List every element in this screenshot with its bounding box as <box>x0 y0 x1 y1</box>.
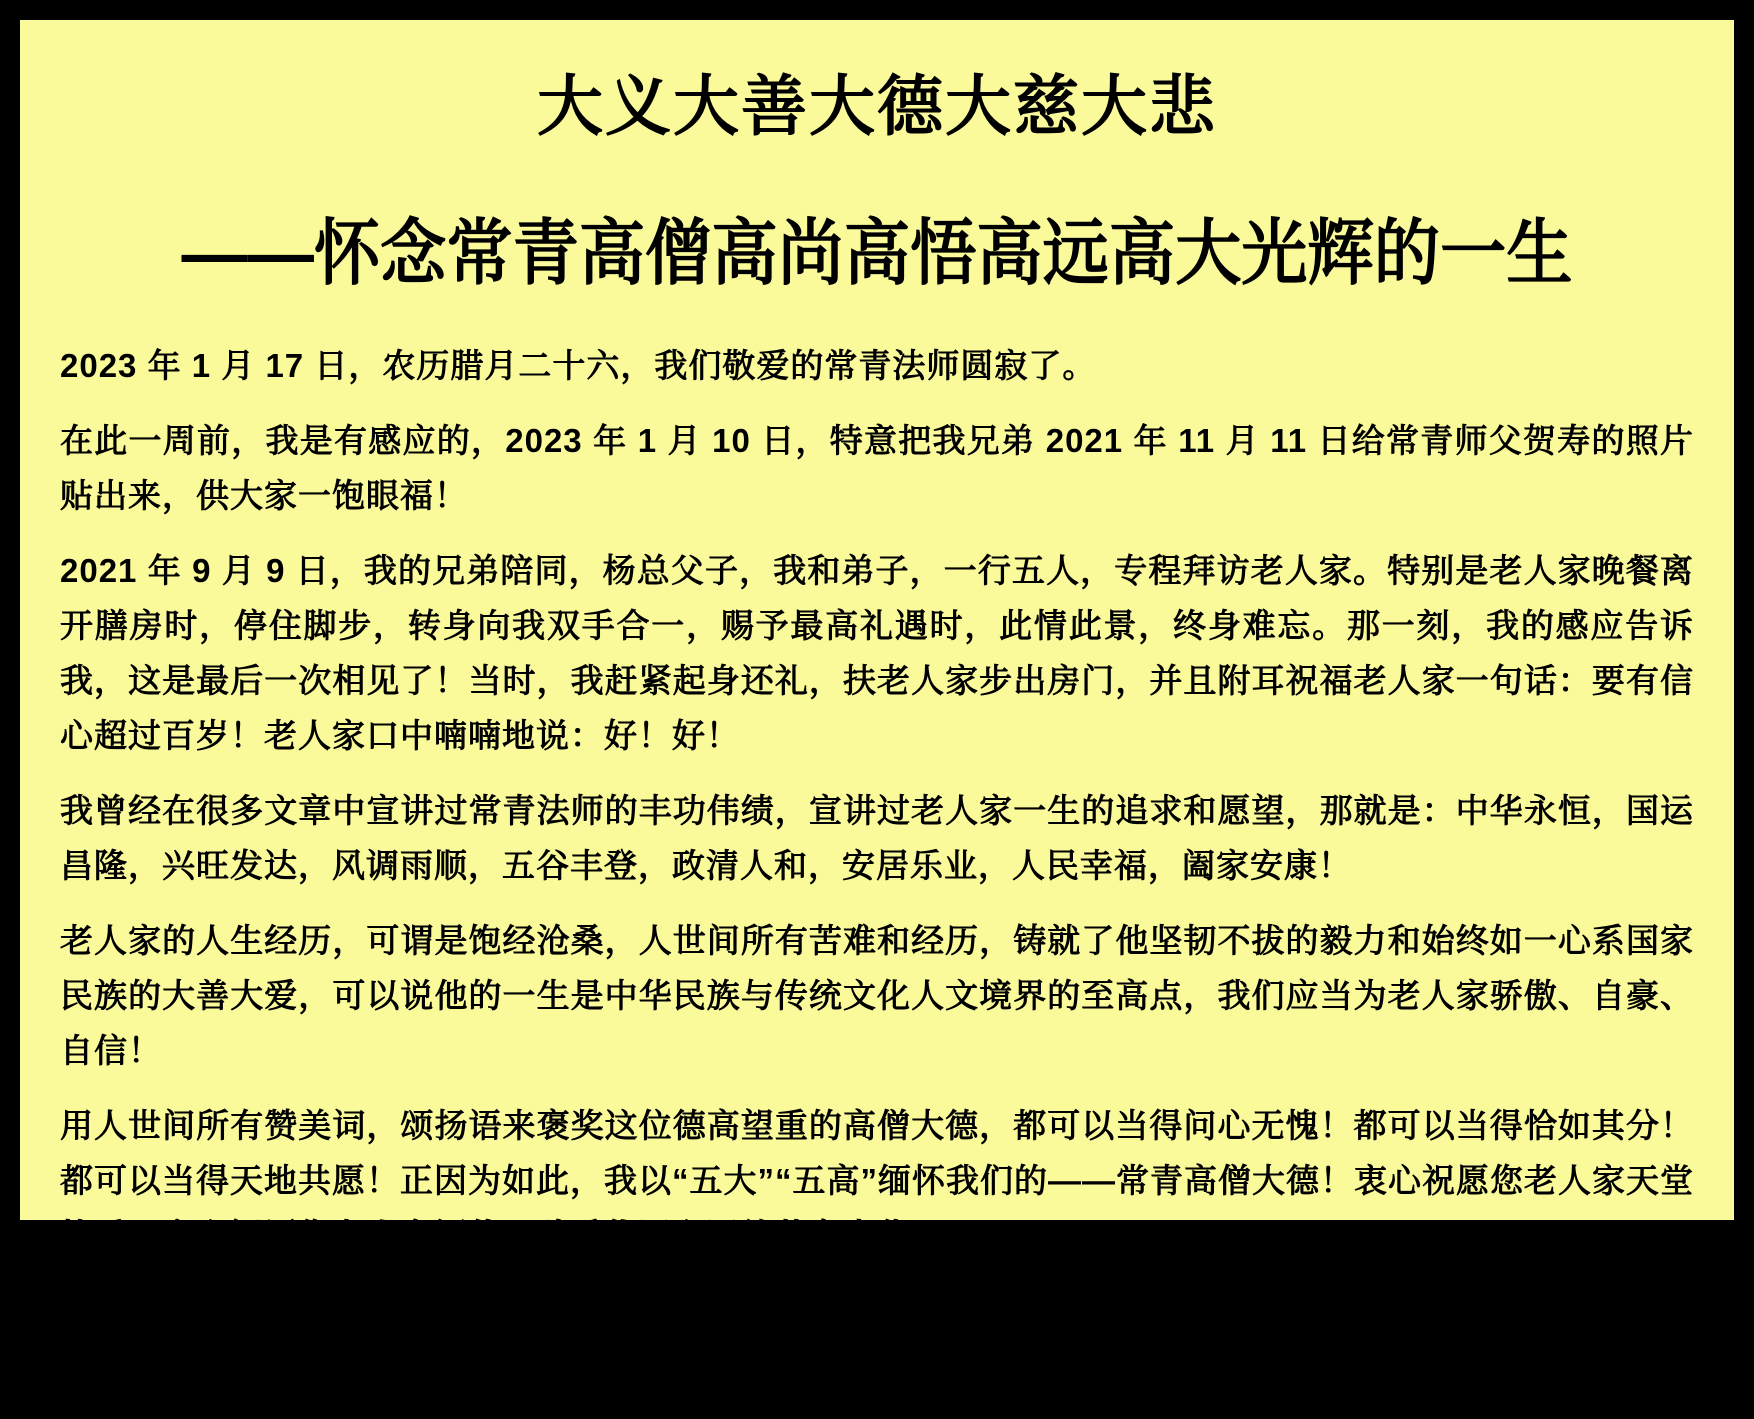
signature-dateline: 大道理 2023 年 1 月 25 日 14:48:17 <box>601 1372 1153 1410</box>
paragraph-7: 谨以此文，作为山西华恒远建设发展有限公司全体员工及家属，对常青大喇嘛永久的感恩与怀念！ <box>60 1291 1522 1329</box>
paragraph-6: 用人世间所有赞美词，颂扬语来褒奖这位德高望重的高僧大德，都可以当得问心无愧！都可以当得恰如其分！都可以当得天地共愿！正因为如此，我以“五大”“五高”缅怀我们的——常青高僧大德！衷心祝愿您老人家天堂快乐！衷心祝愿您老人家福佑子孙后代同心同德共襄中华！ <box>60 1106 1694 1254</box>
paragraph-3: 2021 年 9 月 9 日，我的兄弟陪同，杨总父子，我和弟子，一行五人，专程拜访老人家。特别是老人家晚餐离开膳房时，停住脚步，转身向我双手合一，赐予最高礼遇时，此情此景，终身难忘。那一刻，我的感应告诉我，这是最后一次相见了！当时，我赶紧起身还礼，扶老人家步出房门，并且附耳祝福老人家一句话：要有信心超过百岁！老人家口中喃喃地说：好！好！ <box>60 551 1694 754</box>
page-subtitle: ——怀念常青高僧高尚高悟高远高大光辉的一生 <box>181 213 1573 294</box>
page-title: 大义大善大德大慈大悲 <box>537 69 1217 143</box>
paragraph-2: 在此一周前，我是有感应的，2023 年 1 月 10 日，特意把我兄弟 2021 年 11 月 11 日给常青师父贺寿的照片贴出来，供大家一饱眼福！ <box>60 421 1694 514</box>
paragraph-5: 老人家的人生经历，可谓是饱经沧桑，人世间所有苦难和经历，铸就了他坚韧不拔的毅力和始终如一心系国家民族的大善大爱，可以说他的一生是中华民族与传统文化人文境界的至高点，我们应当为老人家骄傲、自豪、自信！ <box>60 921 1694 1069</box>
paragraph-4: 我曾经在很多文章中宣讲过常青法师的丰功伟绩，宣讲过老人家一生的追求和愿望，那就是：中华永恒，国运昌隆，兴旺发达，风调雨顺，五谷丰登，政清人和，安居乐业，人民幸福，阖家安康！ <box>60 791 1694 884</box>
paragraph-1: 2023 年 1 月 17 日，农历腊月二十六，我们敬爱的常青法师圆寂了。 <box>60 346 1097 384</box>
